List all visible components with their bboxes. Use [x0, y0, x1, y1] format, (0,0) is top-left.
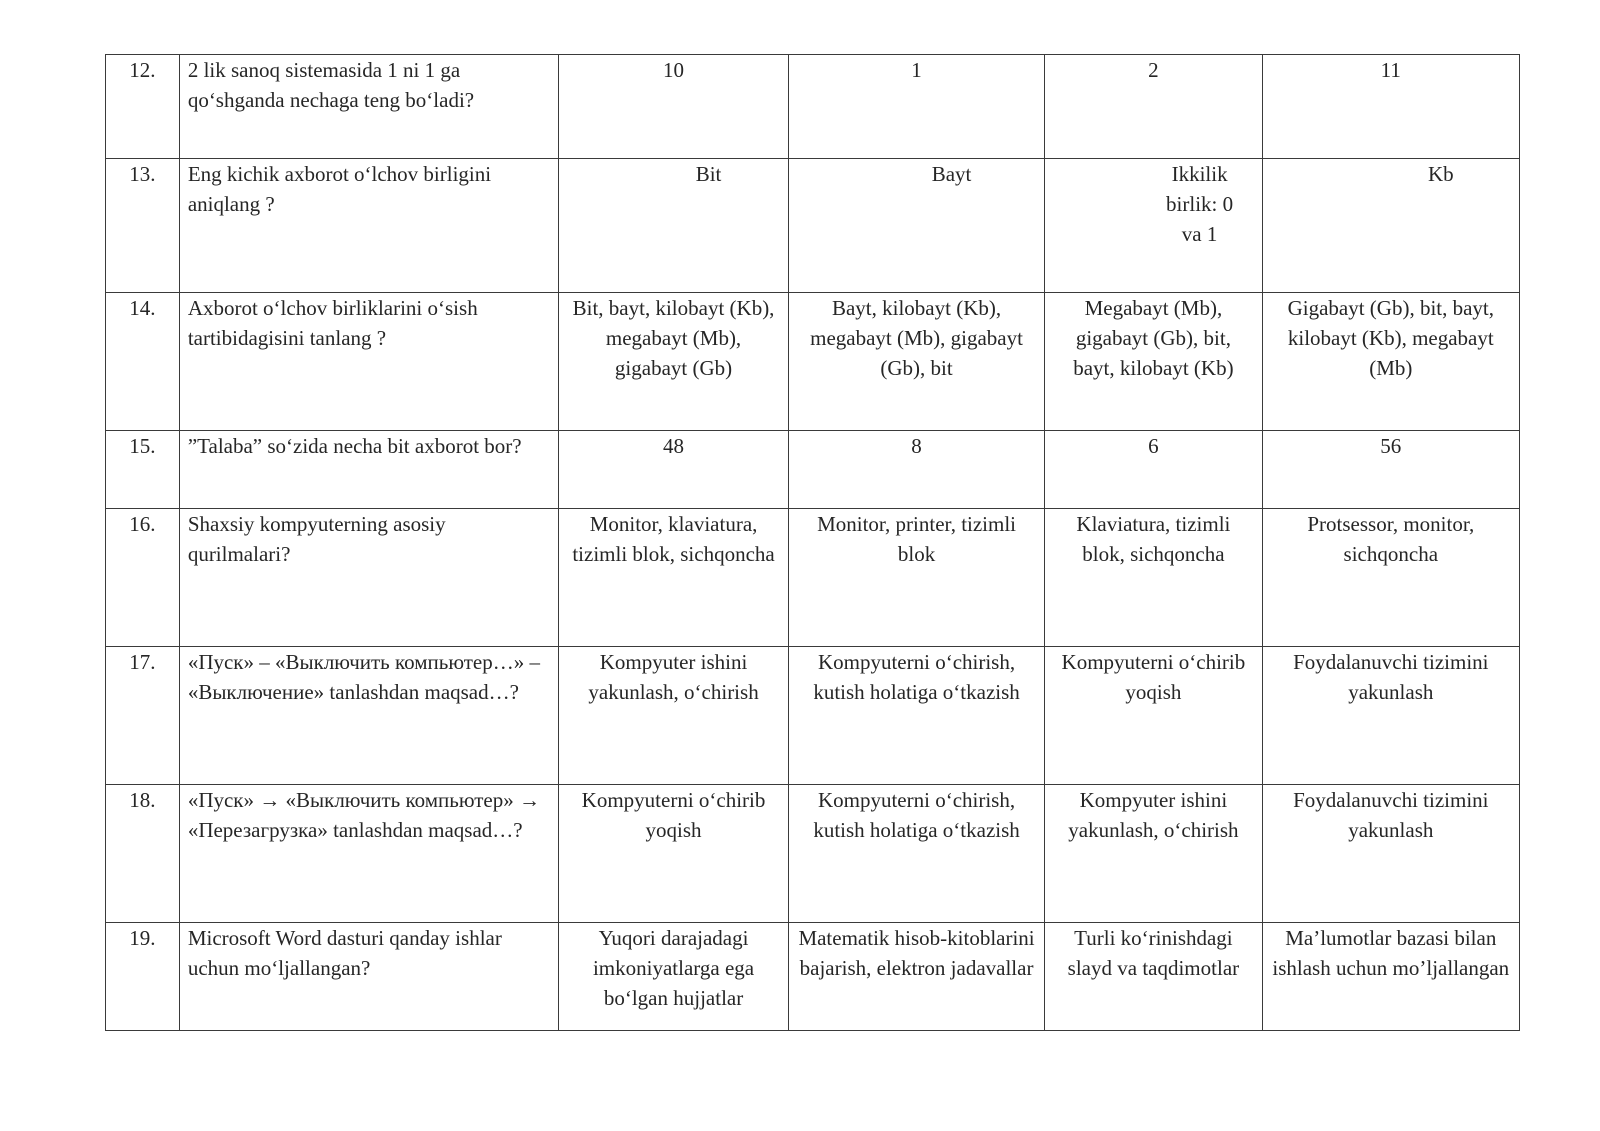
table-row — [106, 785, 1520, 923]
question-text: Eng kichik axborot o‘lchov birligini aniqlang ? — [179, 159, 558, 293]
question-number: 13. — [106, 159, 180, 293]
answer-option-a: Bit, bayt, kilobayt (Kb), megabayt (Mb), gigabayt (Gb) — [559, 293, 789, 431]
answer-option-a: Monitor, klaviatura, tizimli blok, sichqoncha — [559, 509, 789, 647]
question-number: 18. — [106, 785, 180, 923]
answer-option-d: Protsessor, monitor, sichqoncha — [1262, 509, 1519, 647]
answer-option-a: Yuqori darajadagi imkoniyatlarga ega bo‘lgan hujjatlar — [559, 923, 789, 1031]
answer-option-b: Kompyuterni o‘chirish, kutish holatiga o‘tkazish — [788, 647, 1044, 785]
question-text: ”Talaba” so‘zida necha bit axborot bor? — [179, 431, 558, 509]
table-row — [106, 293, 1520, 431]
answer-option-c: 6 — [1045, 431, 1262, 509]
question-number: 17. — [106, 647, 180, 785]
question-number: 19. — [106, 923, 180, 1031]
question-text: «Пуск» → «Выключить компьютер» → «Перезагрузка» tanlashdan maqsad…? — [179, 785, 558, 923]
answer-option-c: Megabayt (Mb), gigabayt (Gb), bit, bayt, kilobayt (Kb) — [1045, 293, 1262, 431]
answer-option-b: Bayt — [931, 162, 972, 186]
answer-option-b: 8 — [788, 431, 1044, 509]
table-row — [106, 509, 1520, 647]
question-text: Axborot o‘lchov birliklarini o‘sish tartibidagisini tanlang ? — [179, 293, 558, 431]
answer-option-d: Gigabayt (Gb), bit, bayt, kilobayt (Kb), megabayt (Mb) — [1262, 293, 1519, 431]
answer-option-a: 10 — [559, 55, 789, 159]
answer-option-b: Monitor, printer, tizimli blok — [788, 509, 1044, 647]
answer-option-c: Kompyuterni o‘chirib yoqish — [1045, 647, 1262, 785]
quiz-table — [105, 54, 1520, 1031]
question-number: 14. — [106, 293, 180, 431]
answer-option-c: Ikkilik birlik: 0 va 1 — [1166, 162, 1234, 246]
answer-option-a: 48 — [559, 431, 789, 509]
answer-option-c: Kompyuter ishini yakunlash, o‘chirish — [1045, 785, 1262, 923]
answer-option-c: Klaviatura, tizimli blok, sichqoncha — [1045, 509, 1262, 647]
answer-option-b: Kompyuterni o‘chirish, kutish holatiga o‘tkazish — [788, 785, 1044, 923]
table-row — [106, 431, 1520, 509]
answer-option-c: Turli ko‘rinishdagi slayd va taqdimotlar — [1045, 923, 1262, 1031]
answer-option-d: Kb — [1427, 162, 1454, 186]
question-number: 15. — [106, 431, 180, 509]
answer-option-b: 1 — [788, 55, 1044, 159]
question-text: Microsoft Word dasturi qanday ishlar uchun mo‘ljallangan? — [179, 923, 558, 1031]
table-row — [106, 55, 1520, 159]
question-text: «Пуск» – «Выключить компьютер…» – «Выключение» tanlashdan maqsad…? — [179, 647, 558, 785]
table-row — [106, 923, 1520, 1031]
question-number: 12. — [106, 55, 180, 159]
table-row — [106, 647, 1520, 785]
answer-option-a: Kompyuter ishini yakunlash, o‘chirish — [559, 647, 789, 785]
answer-option-c: 2 — [1045, 55, 1262, 159]
answer-option-d: 11 — [1262, 55, 1519, 159]
answer-option-d: Ma’lumotlar bazasi bilan ishlash uchun mo’ljallangan — [1262, 923, 1519, 1031]
answer-option-b: Matematik hisob-kitoblarini bajarish, elektron jadavallar — [788, 923, 1044, 1031]
question-text: 2 lik sanoq sistemasida 1 ni 1 ga qo‘shganda nechaga teng bo‘ladi? — [179, 55, 558, 159]
answer-option-d: 56 — [1262, 431, 1519, 509]
question-number: 16. — [106, 509, 180, 647]
answer-option-d: Foydalanuvchi tizimini yakunlash — [1262, 785, 1519, 923]
answer-option-b: Bayt, kilobayt (Kb), megabayt (Mb), gigabayt (Gb), bit — [788, 293, 1044, 431]
answer-option-a: Bit — [695, 162, 722, 186]
answer-option-a: Kompyuterni o‘chirib yoqish — [559, 785, 789, 923]
answer-option-d: Foydalanuvchi tizimini yakunlash — [1262, 647, 1519, 785]
question-text: Shaxsiy kompyuterning asosiy qurilmalari? — [179, 509, 558, 647]
table-row — [106, 159, 1520, 293]
